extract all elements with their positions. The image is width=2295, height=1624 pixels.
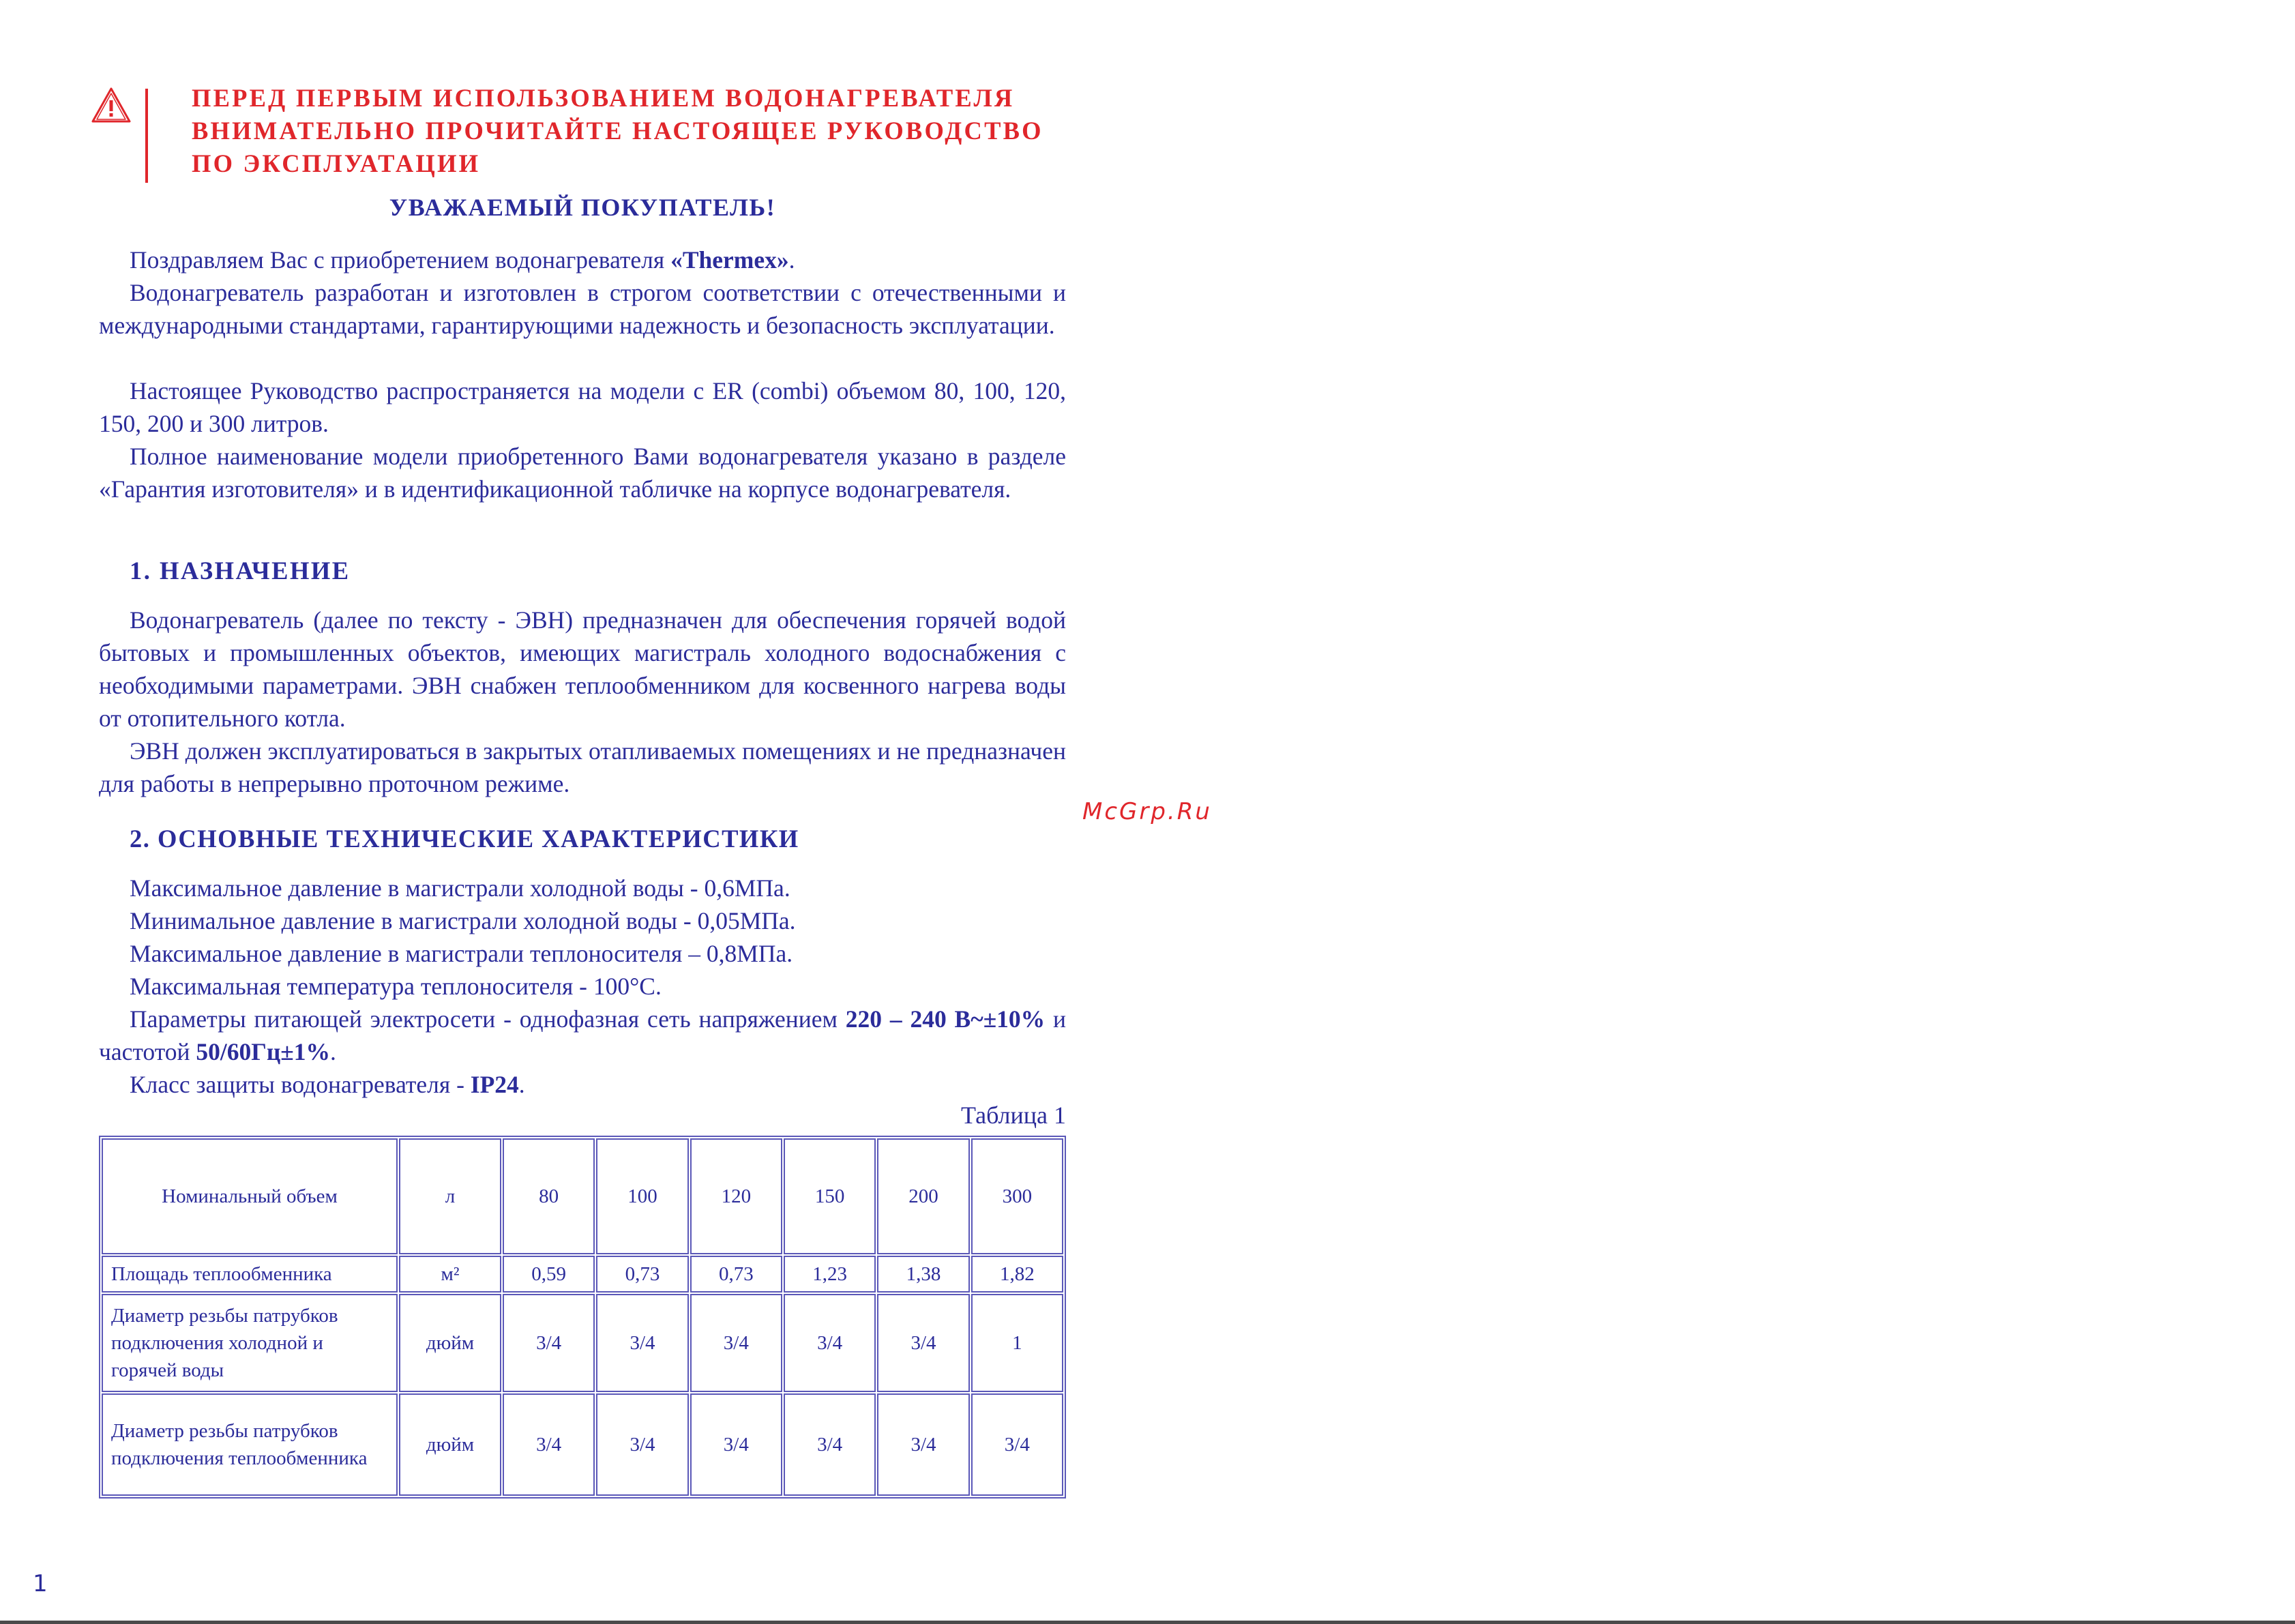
intro-paragraph-2: Водонагреватель разработан и изготовлен в строгом соответствии с отечественными и международными стандартами, гарантирующими надежность и безопасность эксплуатации.: [99, 279, 1066, 339]
table-cell: 1,23: [784, 1256, 876, 1293]
table-caption: Таблица 1: [961, 1102, 1066, 1129]
spec-line-1: Максимальное давление в магистрали холодной воды - 0,6МПа.: [130, 874, 790, 902]
intro-text: Поздравляем Вас с приобретением водонагревателя: [130, 246, 671, 274]
warning-line: ПО ЭКСПЛУАТАЦИИ: [192, 149, 481, 177]
table-row: [102, 1256, 1063, 1293]
spec-text: Класс защиты водонагревателя -: [130, 1071, 471, 1098]
spec-text: и частотой: [99, 1005, 1067, 1065]
table-cell: 300: [971, 1138, 1063, 1254]
section-2-title: 2. ОСНОВНЫЕ ТЕХНИЧЕСКИЕ ХАРАКТЕРИСТИКИ: [130, 825, 799, 853]
warning-divider: [145, 89, 148, 183]
spec-punct: .: [518, 1071, 525, 1098]
table-cell: 150: [784, 1138, 876, 1254]
table-cell: 3/4: [503, 1393, 595, 1496]
warning-line: ВНИМАТЕЛЬНО ПРОЧИТАЙТЕ НАСТОЯЩЕЕ РУКОВОДСТВО: [192, 117, 1043, 145]
warning-line: ПЕРЕД ПЕРВЫМ ИСПОЛЬЗОВАНИЕМ ВОДОНАГРЕВАТЕЛЯ: [192, 84, 1015, 112]
table-cell: 3/4: [971, 1393, 1063, 1496]
row-label: Номинальный объем: [102, 1138, 398, 1254]
intro-punct: .: [788, 246, 795, 274]
section-1-paragraph-1: Водонагреватель (далее по тексту - ЭВН) предназначен для обеспечения горячей водой бытовых и промышленных объектов, имеющих магистраль холодного водоснабжения с необходимыми параметрами. ЭВН снабжен теплообменником для косвенного нагрева воды от отопительного котла.: [99, 606, 1066, 732]
table-cell: 3/4: [690, 1393, 782, 1496]
spec-line-3: Максимальное давление в магистрали теплоносителя – 0,8МПа.: [130, 940, 793, 967]
spec-line-4: Максимальная температура теплоносителя - 100°С.: [130, 973, 662, 1000]
table-cell: 3/4: [784, 1393, 876, 1496]
page-number: 1: [33, 1570, 48, 1597]
row-unit: дюйм: [399, 1393, 501, 1496]
frequency-value: 50/60Гц±1%: [196, 1038, 331, 1065]
warning-text: [192, 82, 1066, 180]
table-cell: 1,38: [877, 1256, 969, 1293]
brand-name: «Thermex»: [670, 246, 789, 274]
table-cell: 3/4: [877, 1393, 969, 1496]
table-cell: 3/4: [877, 1294, 969, 1392]
table-cell: 0,73: [690, 1256, 782, 1293]
table-cell: 3/4: [784, 1294, 876, 1392]
table-cell: 3/4: [596, 1294, 688, 1392]
table-row: [102, 1294, 1063, 1392]
intro-paragraph-1: [99, 243, 1066, 276]
row-label: Площадь теплообменника: [102, 1256, 398, 1293]
row-unit: дюйм: [399, 1294, 501, 1392]
row-label: Диаметр резьбы патрубков подключения холодной и горячей воды: [102, 1294, 398, 1392]
bottom-divider: [0, 1621, 2295, 1624]
table-cell: 100: [596, 1138, 688, 1254]
spec-line-5: [99, 1003, 1066, 1068]
table-cell: 3/4: [503, 1294, 595, 1392]
watermark: McGrp.Ru: [1082, 798, 1212, 825]
warning-triangle-icon: [91, 87, 132, 124]
row-unit: л: [399, 1138, 501, 1254]
table-cell: 3/4: [596, 1393, 688, 1496]
table-cell: 1: [971, 1294, 1063, 1392]
table-row: [102, 1138, 1063, 1254]
row-unit: м²: [399, 1256, 501, 1293]
table-cell: 0,73: [596, 1256, 688, 1293]
spec-line-2: Минимальное давление в магистрали холодной воды - 0,05МПа.: [130, 907, 796, 934]
spec-punct: .: [330, 1038, 336, 1065]
voltage-value: 220 – 240 В~±10%: [845, 1005, 1046, 1033]
section-1-paragraph-2: ЭВН должен эксплуатироваться в закрытых отапливаемых помещениях и не предназначен для работы в непрерывно проточном режиме.: [99, 737, 1066, 797]
table-row: [102, 1393, 1063, 1496]
spec-text: Параметры питающей электросети - однофазная сеть напряжением: [130, 1005, 846, 1033]
table-cell: 1,82: [971, 1256, 1063, 1293]
table-cell: 0,59: [503, 1256, 595, 1293]
table-cell: 3/4: [690, 1294, 782, 1392]
greeting-heading: УВАЖАЕМЫЙ ПОКУПАТЕЛЬ!: [389, 194, 776, 221]
protection-class: IP24: [470, 1071, 519, 1098]
row-label: Диаметр резьбы патрубков подключения теплообменника: [102, 1393, 398, 1496]
warning-block: [91, 82, 1066, 184]
intro-paragraph-3: Настоящее Руководство распространяется на модели с ER (combi) объемом 80, 100, 120, 150, 200 и 300 литров.: [99, 377, 1066, 437]
section-1-title: 1. НАЗНАЧЕНИЕ: [130, 557, 351, 585]
table-cell: 80: [503, 1138, 595, 1254]
spec-table: [99, 1136, 1066, 1498]
table-cell: 120: [690, 1138, 782, 1254]
intro-paragraph-4: Полное наименование модели приобретенного Вами водонагревателя указано в разделе «Гарантия изготовителя» и в идентификационной табличке на корпусе водонагревателя.: [99, 443, 1066, 503]
spec-line-6: [99, 1068, 1066, 1101]
table-cell: 200: [877, 1138, 969, 1254]
